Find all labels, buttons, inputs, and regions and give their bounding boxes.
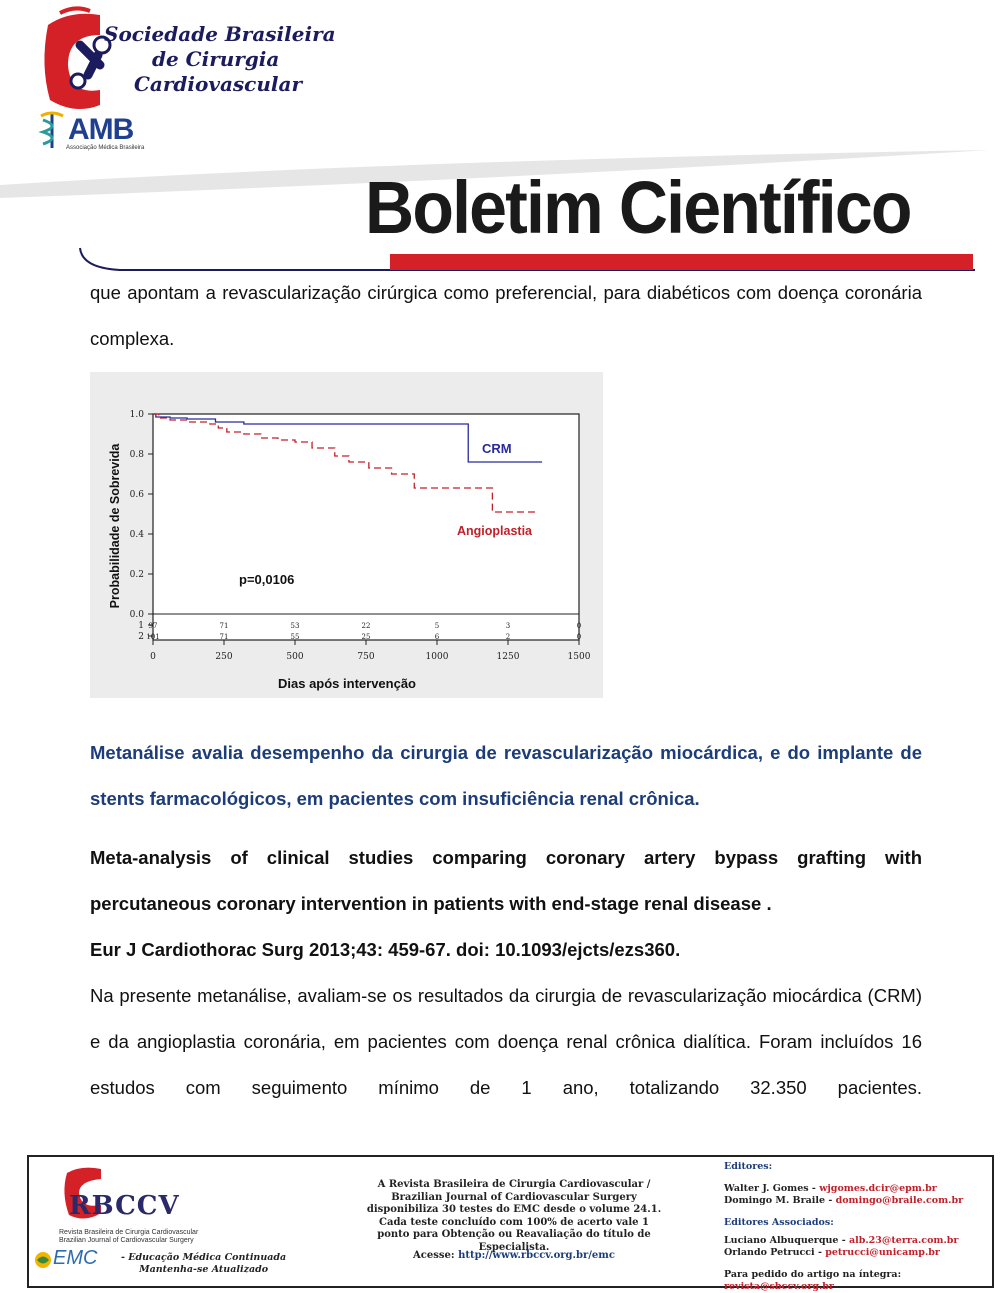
bulletin-title: Boletim Científico bbox=[365, 166, 911, 249]
editor-email-link[interactable]: petrucci@unicamp.br bbox=[825, 1247, 940, 1258]
at-risk-row-label: 1 bbox=[138, 621, 144, 631]
x-tick-label: 250 bbox=[215, 652, 233, 662]
rbccv-subtitle bbox=[59, 1229, 198, 1245]
sbccv-line: Cardiovascular bbox=[134, 72, 302, 96]
x-tick-label: 1500 bbox=[567, 652, 591, 662]
at-risk-count: 6 bbox=[434, 633, 440, 641]
rbccv-subtitle-line: Revista Brasileira de Cirurgia Cardiovascular bbox=[59, 1229, 199, 1236]
x-tick-label: 1000 bbox=[425, 652, 449, 662]
y-tick-label: 0.2 bbox=[129, 570, 144, 580]
rbccv-subtitle-line: Brazilian Journal of Cardiovascular Surgery bbox=[59, 1237, 194, 1244]
at-risk-count: 5 bbox=[434, 622, 440, 630]
at-risk-count: 2 bbox=[505, 633, 511, 641]
editors-block bbox=[724, 1161, 994, 1293]
at-risk-count: 22 bbox=[361, 622, 371, 630]
at-risk-row-label: 2 bbox=[138, 632, 144, 642]
intro-paragraph: que apontam a revascularização cirúrgica como preferencial, para diabéticos com doença coronária complexa. bbox=[90, 282, 922, 349]
at-risk-count: 55 bbox=[290, 633, 300, 641]
amb-subtitle: Associação Médica Brasileira bbox=[66, 145, 145, 151]
survival-chart bbox=[90, 372, 603, 698]
angioplastia-label: Angioplastia bbox=[457, 524, 533, 538]
x-tick-label: 750 bbox=[357, 652, 375, 662]
at-risk-count: 71 bbox=[219, 622, 229, 630]
at-risk-count: 101 bbox=[146, 633, 160, 641]
y-tick-label: 0.0 bbox=[129, 610, 144, 620]
emc-description bbox=[121, 1252, 286, 1276]
x-tick-label: 1250 bbox=[496, 652, 520, 662]
footer-box bbox=[27, 1155, 994, 1292]
at-risk-count: 0 bbox=[576, 633, 582, 641]
at-risk-count: 71 bbox=[219, 633, 229, 641]
survival-chart-svg bbox=[90, 372, 603, 698]
editor-name: Domingo M. Braile - bbox=[724, 1195, 836, 1206]
editor-email-link[interactable]: wjgomes.dcir@epm.br bbox=[819, 1183, 937, 1194]
associate-editors-label: Editores Associados: bbox=[724, 1217, 834, 1228]
amb-name: AMB bbox=[68, 113, 134, 146]
editor-name: Luciano Albuquerque - bbox=[724, 1235, 849, 1246]
y-tick-label: 0.4 bbox=[129, 530, 144, 540]
emc-name: EMC bbox=[53, 1247, 98, 1269]
footer-info-text: A Revista Brasileira de Cirurgia Cardiovascular / Brazilian Journal of Cardiovascular Surgery disponibiliza 30 testes do EMC desde o volume 24.1. Cada teste concluído com 100% de acerto vale 1 ponto para Obtenção ou Reavaliação do título de Especialista. bbox=[366, 1179, 662, 1253]
sbccv-name bbox=[104, 22, 336, 97]
emc-desc-line: - Educação Médica Continuada bbox=[121, 1252, 287, 1263]
editor-name: Orlando Petrucci - bbox=[724, 1247, 826, 1258]
at-risk-count: 0 bbox=[576, 622, 582, 630]
access-link[interactable]: http://www.rbccv.org.br/emc bbox=[458, 1250, 615, 1261]
meta-analysis-title: Metanálise avalia desempenho da cirurgia de revascularização miocárdica, e do implante de stents farmacológicos, em pacientes com insuficiência renal crônica. bbox=[90, 742, 922, 809]
x-axis-label: Dias após intervenção bbox=[278, 676, 416, 691]
citation: Eur J Cardiothorac Surg 2013;43: 459-67. doi: 10.1093/ejcts/ezs360. bbox=[90, 939, 681, 960]
y-tick-label: 0.8 bbox=[129, 450, 144, 460]
editor-name: Walter J. Gomes - bbox=[724, 1183, 820, 1194]
x-tick-label: 500 bbox=[286, 652, 304, 662]
p-value-annotation: p=0,0106 bbox=[239, 572, 295, 587]
crm-label: CRM bbox=[482, 441, 512, 456]
sbccv-line: Sociedade Brasileira bbox=[104, 22, 336, 46]
article-title: Meta-analysis of clinical studies comparing coronary artery bypass grafting with percutaneous coronary intervention in patients with end-stage renal disease . bbox=[90, 847, 922, 914]
editor-email-link[interactable]: domingo@braile.com.br bbox=[835, 1195, 964, 1206]
editors-label: Editores: bbox=[724, 1161, 773, 1172]
y-axis-label: Probabilidade de Sobrevida bbox=[108, 443, 122, 609]
request-label: Para pedido do artigo na íntegra: bbox=[724, 1269, 902, 1280]
access-label: Acesse: bbox=[413, 1250, 455, 1261]
at-risk-count: 53 bbox=[290, 622, 300, 630]
body-paragraph: Na presente metanálise, avaliam-se os resultados da cirurgia de revascularização miocárdica (CRM) e da angioplastia coronária, em pacientes com doença renal crônica dialítica. Foram incluídos 16 estudos com seguimento mínimo de 1 ano, totalizando 32.350 pacientes. bbox=[90, 985, 922, 1098]
y-tick-label: 0.6 bbox=[129, 490, 144, 500]
x-tick-label: 0 bbox=[150, 652, 156, 662]
at-risk-count: 3 bbox=[505, 622, 511, 630]
rbccv-name: RBCCV bbox=[69, 1191, 180, 1221]
at-risk-count: 97 bbox=[148, 622, 158, 630]
emc-globe-icon bbox=[33, 1250, 53, 1270]
editor-entry bbox=[724, 1247, 994, 1259]
editor-entry bbox=[724, 1235, 994, 1247]
sbccv-line: de Cirurgia bbox=[152, 47, 280, 71]
editor-entry bbox=[724, 1195, 994, 1207]
emc-desc-line: Mantenha-se Atualizado bbox=[139, 1264, 269, 1275]
at-risk-count: 25 bbox=[361, 633, 371, 641]
request-email-link[interactable]: revista@sbccv.org.br bbox=[724, 1281, 834, 1292]
editor-entry bbox=[724, 1183, 994, 1195]
footer-access bbox=[364, 1250, 664, 1261]
y-tick-label: 1.0 bbox=[129, 410, 144, 420]
editor-email-link[interactable]: alb.23@terra.com.br bbox=[848, 1235, 959, 1246]
